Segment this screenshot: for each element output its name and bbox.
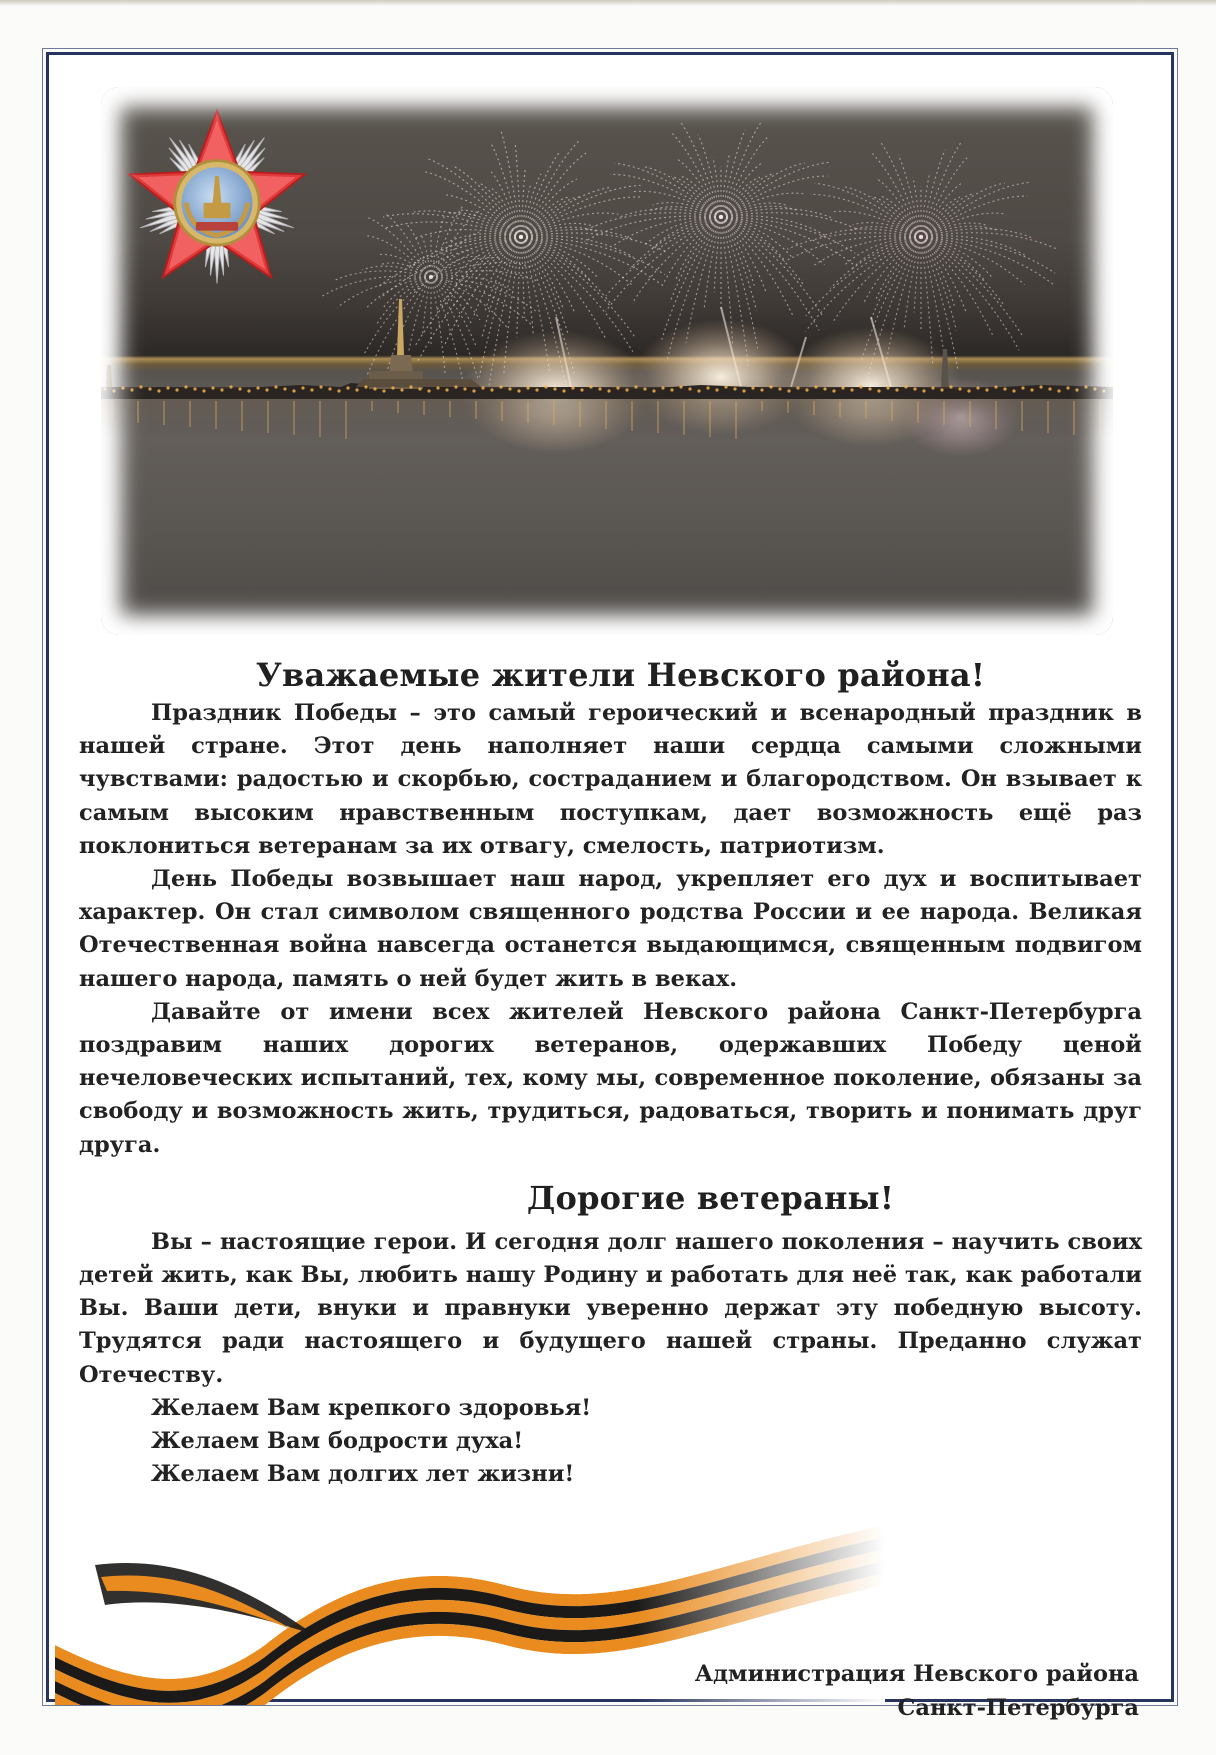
- shore-light: [481, 386, 484, 389]
- light-reflection: [709, 401, 711, 437]
- wish-line: Желаем Вам бодрости духа!: [151, 1428, 524, 1455]
- paragraph: Давайте от имени всех жителей Невского района Санкт-Петербурга поздравим наших дорогих ветеранов, одержавших Победу ценой нечеловеческих испытаний, тех, кому мы, современное поколение, обязаны за свободу и возможность жить, трудиться, радоваться, творить и понимать друг друга.: [79, 998, 1142, 1158]
- light-reflection: [475, 401, 477, 419]
- shore-light: [130, 388, 133, 391]
- shore-light: [274, 385, 277, 388]
- shore-light: [436, 386, 439, 389]
- shore-light: [400, 388, 403, 391]
- light-reflection: [449, 401, 451, 417]
- shore-light: [688, 387, 691, 390]
- firework-streak: [444, 195, 521, 237]
- shore-light: [508, 387, 511, 390]
- shore-light: [337, 389, 340, 392]
- shore-light: [391, 386, 394, 389]
- shore-light: [1039, 385, 1042, 388]
- shore-light: [832, 389, 835, 392]
- light-reflection: [345, 401, 347, 439]
- light-reflection: [189, 401, 191, 427]
- shore-light: [1084, 385, 1087, 388]
- firework-streak: [606, 217, 721, 296]
- shore-light: [877, 389, 880, 392]
- light-reflection: [1021, 401, 1023, 431]
- shore-light: [715, 388, 718, 391]
- firework-streak: [473, 237, 521, 318]
- light-reflection: [657, 401, 659, 433]
- firework-streak: [521, 237, 665, 275]
- firework-streak: [521, 237, 568, 333]
- light-reflection: [1099, 401, 1101, 437]
- shore-light: [976, 386, 979, 389]
- firework-streak: [431, 277, 478, 378]
- shore-light: [742, 389, 745, 392]
- light-reflection: [787, 401, 789, 413]
- shore-light: [382, 389, 385, 392]
- shore-light: [1066, 386, 1069, 389]
- firework-streak: [515, 142, 521, 237]
- firework-streak: [521, 174, 541, 237]
- shore-light: [1003, 387, 1006, 390]
- light-reflection: [371, 401, 373, 411]
- light-reflection: [501, 401, 503, 421]
- shore-light: [1030, 388, 1033, 391]
- shore-light: [256, 386, 259, 389]
- shore-light: [139, 385, 142, 388]
- shore-light: [265, 388, 268, 391]
- shore-light: [886, 386, 889, 389]
- light-reflection: [241, 401, 243, 431]
- paragraph: День Победы возвышает наш народ, укрепляет его дух и воспитывает характер. Он стал символом священного родства России и ее народа. Великая Отечественная война навсегда останется выдающимся, священным подвигом нашего народа, память о ней будет жить в веках.: [79, 866, 1142, 992]
- light-reflection: [865, 401, 867, 419]
- shore-light: [634, 385, 637, 388]
- firework-streak: [914, 237, 921, 312]
- firework-streak: [714, 217, 721, 292]
- order-of-victory-icon: [121, 103, 313, 295]
- firework-streak: [921, 237, 954, 306]
- shore-light: [760, 388, 763, 391]
- shore-light: [607, 389, 610, 392]
- wish-line: Желаем Вам долгих лет жизни!: [151, 1461, 575, 1488]
- firework-streak: [521, 237, 634, 336]
- shore-light: [733, 387, 736, 390]
- shore-light: [787, 389, 790, 392]
- firework-streak: [431, 277, 465, 390]
- firework-streak: [921, 237, 985, 281]
- shore-light: [301, 386, 304, 389]
- firework-streak: [721, 217, 785, 261]
- light-reflection: [163, 401, 165, 425]
- shore-light: [616, 386, 619, 389]
- firework-streak: [584, 216, 721, 242]
- shore-light: [373, 387, 376, 390]
- shore-light: [1048, 387, 1051, 390]
- shore-light: [652, 389, 655, 392]
- firework-streak: [921, 196, 1027, 237]
- shore-light: [427, 389, 430, 392]
- shore-light: [580, 388, 583, 391]
- light-reflection: [1047, 401, 1049, 433]
- firework-streak: [431, 277, 507, 327]
- firework-streak: [521, 213, 618, 237]
- light-reflection: [917, 401, 919, 423]
- greeting-card-frame: [46, 52, 1174, 1721]
- firework-streak: [367, 236, 431, 277]
- firework-streak: [721, 217, 825, 265]
- shore-light: [409, 385, 412, 388]
- shore-light: [418, 387, 421, 390]
- shore-light: [868, 387, 871, 390]
- light-reflection: [215, 401, 217, 429]
- shore-light: [526, 386, 529, 389]
- firework-streak: [407, 225, 431, 277]
- shore-light: [220, 388, 223, 391]
- firework-streak: [501, 130, 521, 237]
- light-reflection: [397, 401, 399, 413]
- shore-light: [175, 388, 178, 391]
- shore-light: [670, 388, 673, 391]
- shore-light: [328, 387, 331, 390]
- firework-streak: [431, 256, 478, 277]
- shore-light: [292, 389, 295, 392]
- firework-streak: [521, 237, 524, 318]
- shore-light: [1075, 388, 1078, 391]
- firework-streak: [431, 277, 445, 373]
- shore-light: [1093, 387, 1096, 390]
- shore-light: [553, 387, 556, 390]
- shore-light: [904, 385, 907, 388]
- shore-light: [445, 388, 448, 391]
- shore-light: [1021, 386, 1024, 389]
- shore-light: [859, 385, 862, 388]
- paragraph: Праздник Победы – это самый героический и всенародный праздник в нашей стране. Этот день наполняет наши сердца самыми сложными чувствами: радостью и скорбью, состраданием и благородством. Он взывает к самым высоким нравственным поступкам, дает возможность ещё раз поклониться ветеранам за их отвагу, смелость, патриотизм.: [79, 700, 1142, 859]
- shore-light: [805, 388, 808, 391]
- light-reflection: [423, 401, 425, 415]
- firework-streak: [376, 277, 431, 325]
- shore-light: [364, 385, 367, 388]
- shore-light: [850, 388, 853, 391]
- shore-light: [589, 385, 592, 388]
- light-reflection: [1073, 401, 1075, 435]
- light-reflection: [527, 401, 529, 423]
- shore-light: [355, 388, 358, 391]
- firework-streak: [606, 217, 721, 311]
- shore-light: [517, 389, 520, 392]
- shore-light: [796, 386, 799, 389]
- shore-light: [985, 388, 988, 391]
- firework-streak: [521, 237, 591, 281]
- shore-light: [490, 388, 493, 391]
- firework-streak: [921, 237, 1025, 285]
- shore-light: [1102, 389, 1105, 392]
- light-reflection: [137, 401, 139, 423]
- light-reflection: [605, 401, 607, 429]
- shore-light: [544, 385, 547, 388]
- firework-streak: [521, 153, 586, 237]
- shore-light: [778, 387, 781, 390]
- shore-light: [958, 387, 961, 390]
- firework-streak: [425, 172, 521, 237]
- light-reflection: [761, 401, 763, 411]
- shore-light: [922, 389, 925, 392]
- shore-light: [751, 386, 754, 389]
- shore-light: [661, 386, 664, 389]
- firework-streak: [521, 151, 560, 237]
- shore-light: [112, 389, 115, 392]
- firework-streak: [663, 217, 721, 284]
- light-reflection: [813, 401, 815, 415]
- firework-streak: [806, 237, 921, 331]
- shore-light: [841, 386, 844, 389]
- shore-light: [121, 386, 124, 389]
- shore-light: [499, 385, 502, 388]
- shore-light: [202, 389, 205, 392]
- shore-light: [769, 385, 772, 388]
- shore-light: [967, 389, 970, 392]
- shore-light: [184, 385, 187, 388]
- shore-light: [193, 387, 196, 390]
- shore-light: [472, 389, 475, 392]
- firework-streak: [367, 217, 431, 277]
- firework-streak: [379, 237, 521, 286]
- paragraph: Вы – настоящие герои. И сегодня долг нашего поколения – научить своих детей жить, как Вы, любить нашу Родину и работать для неё так, как работали Вы. Ваши дети, внуки и правнуки уверенно держат эту победную высоту. Трудятся ради настоящего и будущего нашей страны. Преданно служат Отечеству.: [79, 1228, 1142, 1388]
- firework-streak: [721, 176, 827, 217]
- wish-line: Желаем Вам крепкого здоровья!: [151, 1394, 592, 1421]
- firework-streak: [921, 237, 994, 337]
- light-reflection: [943, 401, 945, 425]
- shore-light: [706, 386, 709, 389]
- firework-streak: [872, 153, 921, 237]
- firework-streak: [806, 237, 921, 316]
- signature-line: Администрация Невского района: [694, 1661, 1139, 1687]
- shore-light: [643, 387, 646, 390]
- shore-light: [562, 389, 565, 392]
- shore-light: [148, 387, 151, 390]
- light-reflection: [293, 401, 295, 435]
- shore-light: [310, 388, 313, 391]
- shore-light: [283, 387, 286, 390]
- firework-streak: [863, 237, 921, 304]
- firework-streak: [428, 159, 521, 237]
- signature-line: Санкт-Петербурга: [897, 1695, 1139, 1721]
- shore-light: [598, 387, 601, 390]
- light-reflection: [969, 401, 971, 427]
- shore-light: [238, 387, 241, 390]
- firework-streak: [431, 204, 464, 277]
- shore-light: [157, 389, 160, 392]
- firework-streak: [431, 257, 503, 277]
- signature-block: [695, 1657, 1139, 1725]
- light-reflection: [553, 401, 555, 425]
- firework-streak: [921, 183, 963, 237]
- shore-light: [697, 389, 700, 392]
- shore-light: [1057, 389, 1060, 392]
- veterans-title: Дорогие ветераны!: [526, 1178, 895, 1217]
- shore-light: [454, 385, 457, 388]
- shore-light: [679, 385, 682, 388]
- firework-streak: [721, 163, 763, 217]
- light-reflection: [579, 401, 581, 427]
- light-reflection: [995, 401, 997, 429]
- shore-light: [211, 386, 214, 389]
- firework-streak: [521, 237, 606, 339]
- shore-light: [1012, 389, 1015, 392]
- letter-body: [79, 653, 1142, 1491]
- shore-light: [724, 385, 727, 388]
- shore-light: [166, 386, 169, 389]
- shore-light: [895, 388, 898, 391]
- shore-light: [913, 387, 916, 390]
- shore-light: [625, 388, 628, 391]
- shore-light: [103, 387, 106, 390]
- light-reflection: [735, 401, 737, 439]
- light-reflection: [631, 401, 633, 431]
- firework-streak: [721, 217, 754, 286]
- light-reflection: [267, 401, 269, 433]
- light-reflection: [839, 401, 841, 417]
- firework-streak: [431, 277, 480, 320]
- light-reflection: [319, 401, 321, 437]
- firework-streak: [721, 130, 745, 217]
- fireworks-over-neva-photo: [101, 87, 1113, 635]
- shore-light: [940, 388, 943, 391]
- light-reflection: [683, 401, 685, 435]
- shore-light: [823, 387, 826, 390]
- light-reflection: [891, 401, 893, 421]
- firework-streak: [921, 150, 945, 237]
- firework-streak: [721, 217, 794, 317]
- shore-light: [229, 385, 232, 388]
- shore-light: [949, 385, 952, 388]
- shore-light: [463, 387, 466, 390]
- shore-light: [571, 386, 574, 389]
- shore-light: [319, 385, 322, 388]
- shore-light: [814, 385, 817, 388]
- shore-light: [535, 388, 538, 391]
- shore-light: [931, 386, 934, 389]
- shore-light: [247, 389, 250, 392]
- greeting-title: Уважаемые жители Невского района!: [255, 656, 986, 694]
- shore-light: [994, 385, 997, 388]
- shore-light: [346, 386, 349, 389]
- scan-edge: [0, 0, 1216, 6]
- firework-streak: [672, 133, 721, 217]
- firework-streak: [521, 237, 575, 314]
- light-reflection: [111, 401, 113, 421]
